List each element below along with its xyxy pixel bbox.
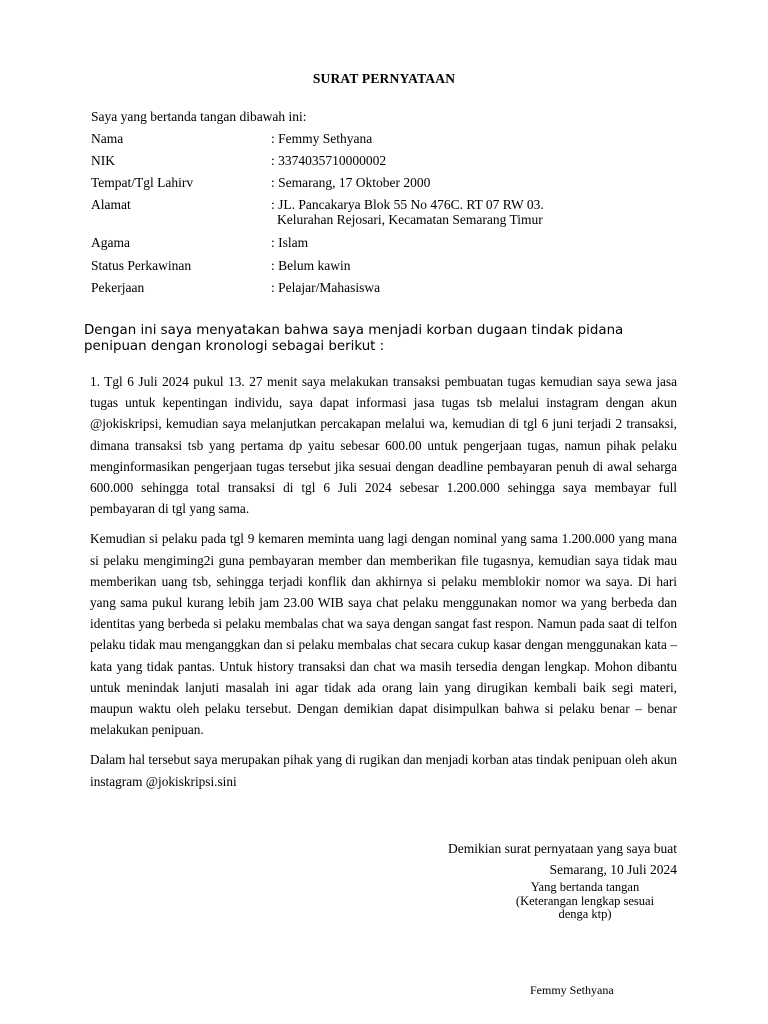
field-row-nik (91, 153, 691, 175)
chronology-body (90, 371, 677, 801)
field-label: Alamat (91, 197, 131, 212)
field-value: : Pelajar/Mahasiswa (271, 280, 381, 295)
chronology-paragraph-2: Kemudian si pelaku pada tgl 9 kemaren meminta uang lagi dengan nominal yang sama 1.200.000 yang mana si pelaku mengiming2i guna pembayaran member dan memberikan file tugasnya, kemudian saya tidak mau memberikan uang tsb, sehingga terjadi konflik dan akhirnya si pelaku memblokir nomor wa saya. Di hari yang sama pukul kurang lebih jam 23.00 WIB saya chat pelaku menggunakan nomor wa yang berbeda dan identitas yang berbeda si pelaku membalas chat wa saya dengan sangat fast respon. Namun pada saat di telfon pelaku tidak mau menganggkan dan si pelaku membalas chat secara cukup kasar dengan menggunakan kata – kata yang tidak pantas. Untuk history transaksi dan chat wa masih tersedia dengan lengkap. Mohon dibantu untuk menindak lanjuti masalah ini agar tidak ada orang lain yang dirugikan kembali baik segi materi, maupun waktu oleh pelaku tersebut. Dengan demikian dapat disimpulkan bahwa si pelaku benar – benar melakukan penipuan. (90, 531, 677, 738)
field-value: : Belum kawin (271, 258, 351, 273)
statement-text: Dengan ini saya menyatakan bahwa saya menjadi korban dugaan tindak pidana penipuan dengan kronologi sebagai berikut : (84, 323, 624, 354)
signature-note-2: denga ktp) (558, 907, 612, 921)
field-label: NIK (91, 153, 115, 168)
field-label: Status Perkawinan (91, 258, 192, 273)
signer-name: Femmy Sethyana (530, 983, 614, 997)
field-row-ttl (91, 175, 691, 197)
signature-block (500, 881, 670, 922)
field-value: : Femmy Sethyana (271, 131, 373, 146)
address-line-1: : JL. Pancakarya Blok 55 No 476C. RT 07 RW 03. (271, 197, 544, 212)
field-label: Nama (91, 131, 124, 146)
field-row-agama (91, 235, 691, 258)
field-value: : Semarang, 17 Oktober 2000 (271, 175, 431, 190)
field-value: : 3374035710000002 (271, 153, 387, 168)
field-label: Agama (91, 235, 130, 250)
field-row-status (91, 258, 691, 280)
place-date: Semarang, 10 Juli 2024 (549, 862, 677, 877)
closing-block (448, 838, 677, 880)
chronology-paragraph-3: Dalam hal tersebut saya merupakan pihak yang di rugikan dan menjadi korban atas tindak penipuan oleh akun instagram @jokiskripsi.sini (90, 752, 677, 789)
chronology-paragraph-1: 1. Tgl 6 Juli 2024 pukul 13. 27 menit saya melakukan transaksi pembuatan tugas kemudian saya sewa jasa tugas untuk kepentingan individu, saya dapat informasi jasa tugas tsb melalui instagram dengan akun @jokiskripsi, kemudian saya melanjutkan percakapan melalui wa, kemudian di tgl 6 juni terjadi 2 transaksi, dimana transaksi tsb yang pertama dp yaitu sebesar 600.00 untuk pengerjaan tugas, namun pihak pelaku menginformasikan pengerjaan tugas tersebut jika sesuai dengan deadline pembayaran penuh di awal seharga 600.000 sehingga total transaksi di tgl 6 Juli 2024 sebesar 1.200.000 sehingga saya membayar full pembayaran di tgl yang sama. (90, 374, 677, 517)
field-value: : Islam (271, 235, 309, 250)
document-title: SURAT PERNYATAAN (312, 71, 456, 86)
field-label: Pekerjaan (91, 280, 145, 295)
signature-heading: Yang bertanda tangan (530, 880, 640, 894)
address-line-2: Kelurahan Rejosari, Kecamatan Semarang Timur (277, 212, 543, 227)
field-row-nama (91, 131, 691, 153)
field-label: Tempat/Tgl Lahirv (91, 175, 194, 190)
closing-text: Demikian surat pernyataan yang saya buat (447, 841, 677, 856)
identity-fields (91, 131, 691, 302)
intro-text: Saya yang bertanda tangan dibawah ini: (91, 109, 307, 124)
signature-note-1: (Keterangan lengkap sesuai (515, 893, 655, 908)
field-value (271, 197, 691, 235)
field-row-pekerjaan (91, 280, 691, 302)
field-row-alamat (91, 197, 691, 235)
